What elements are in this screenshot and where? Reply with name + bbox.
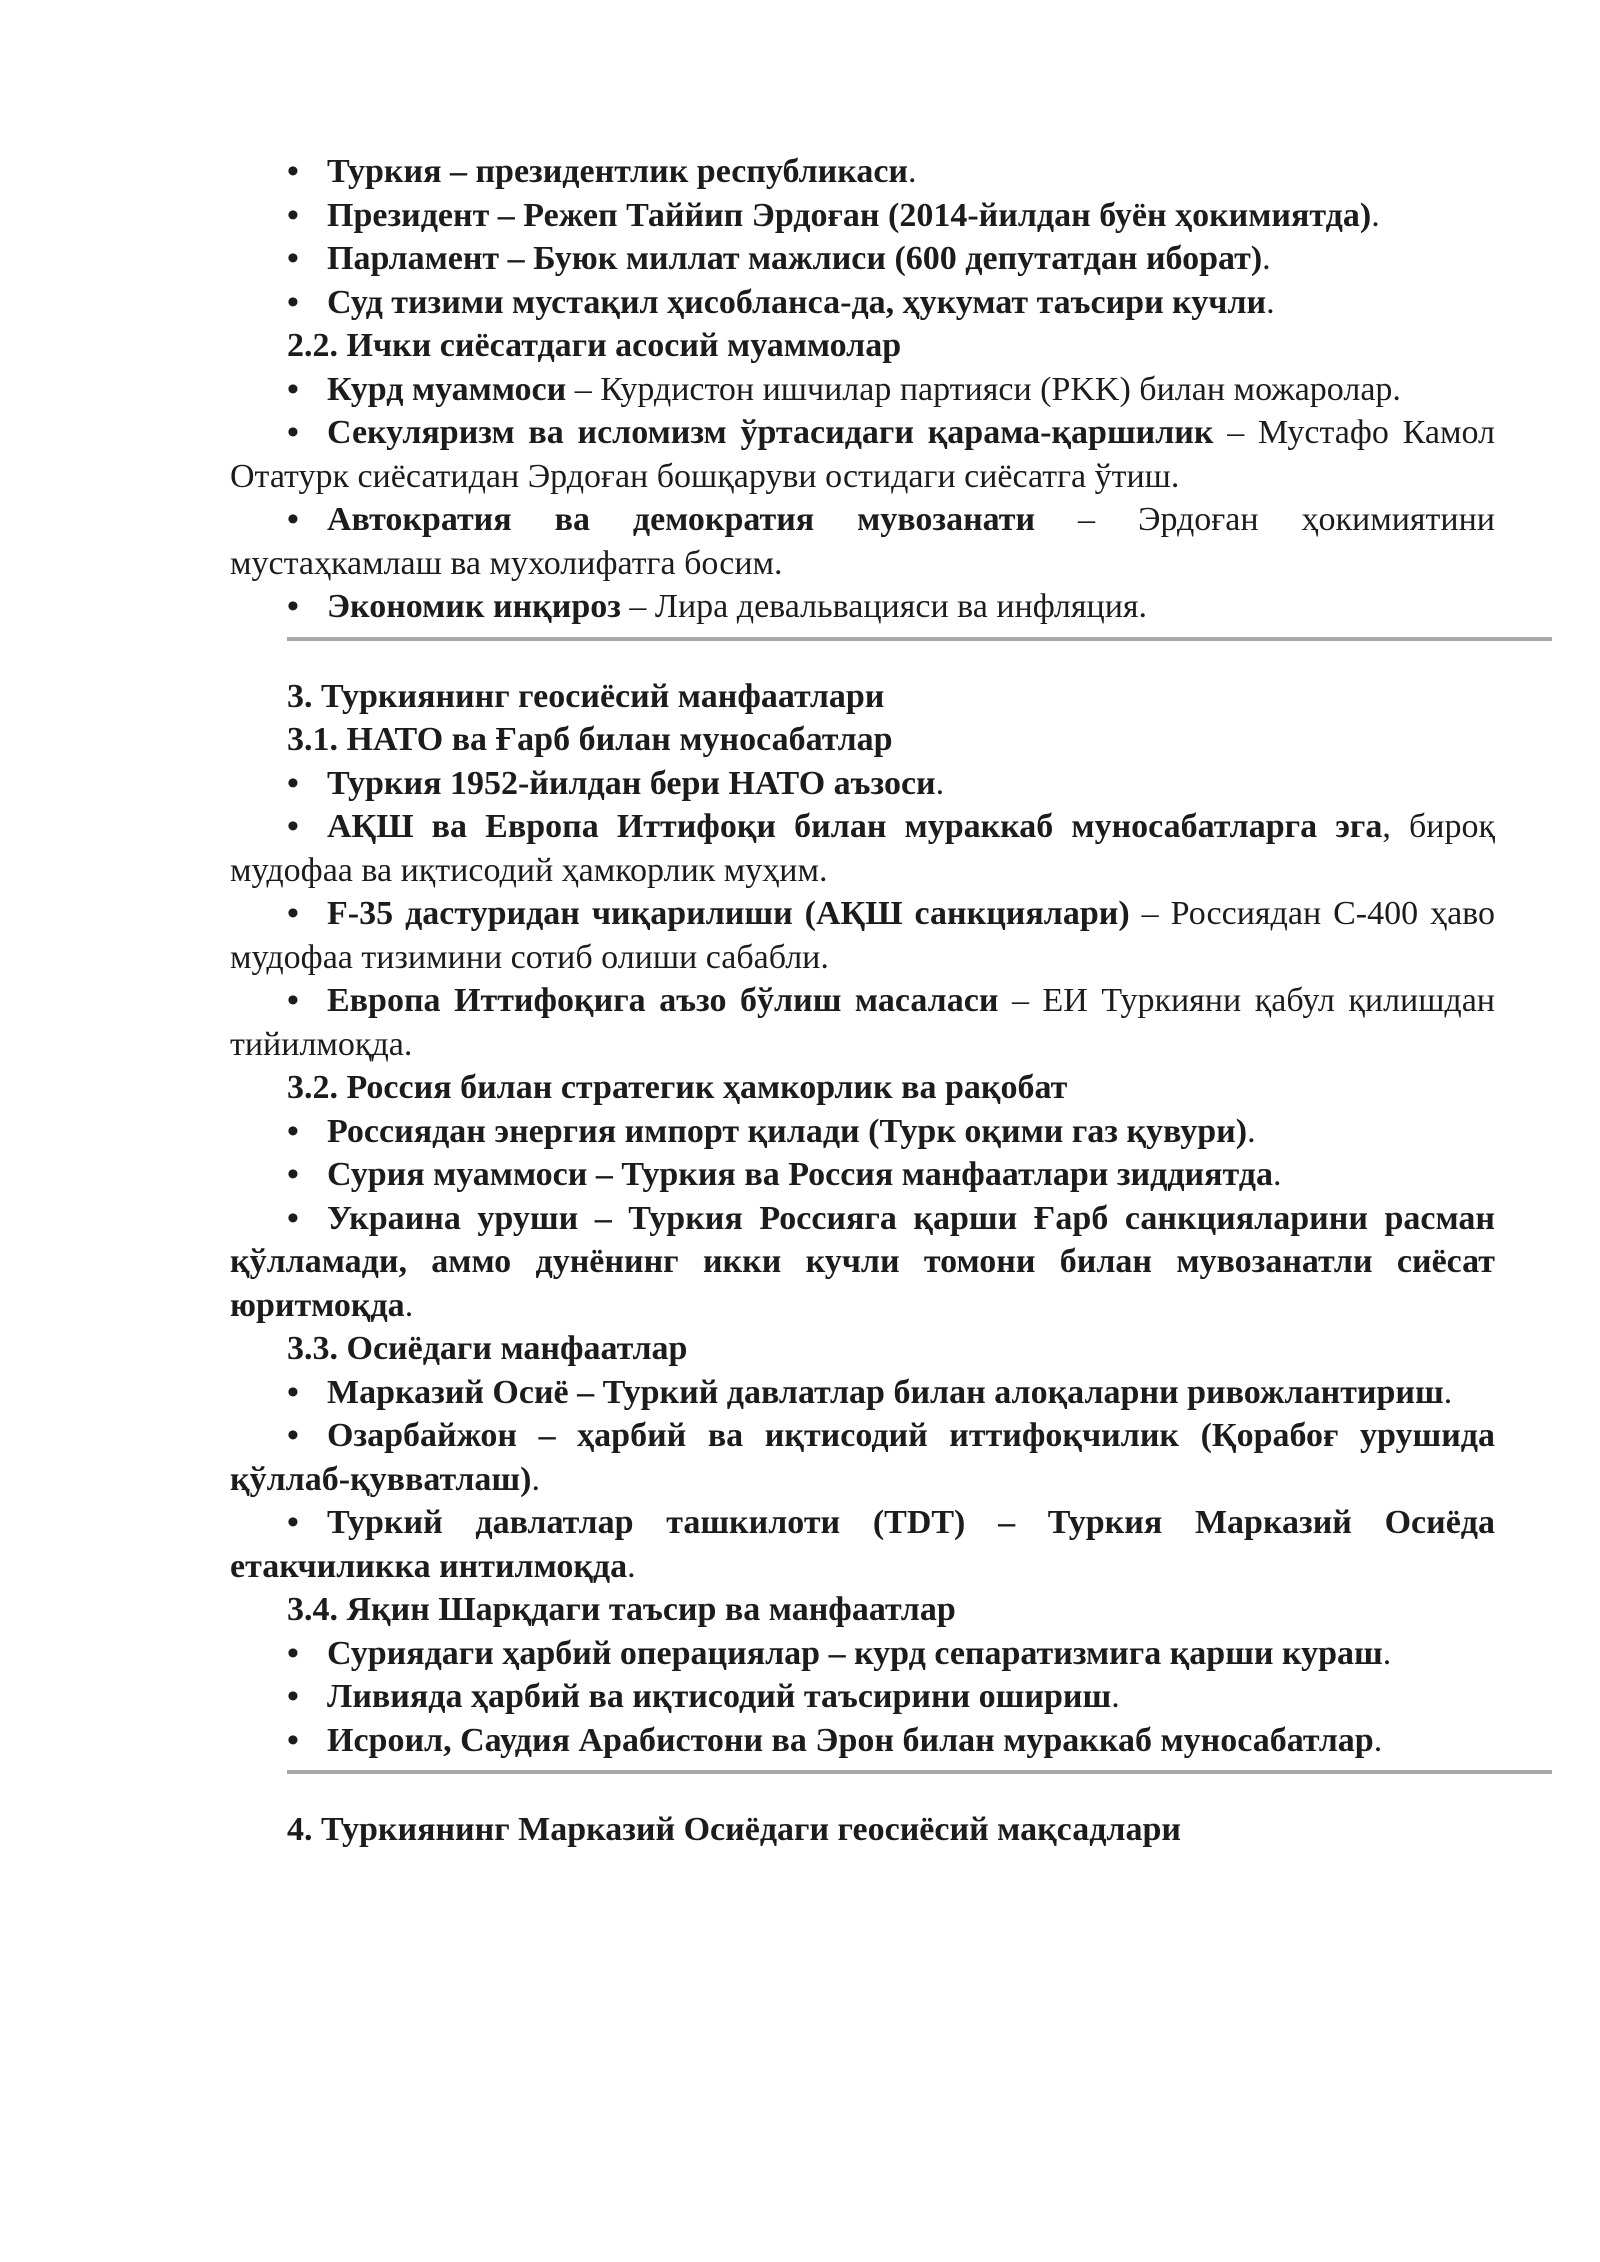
bullet-item	[230, 585, 1495, 629]
bullet-dot-icon: •	[287, 982, 299, 1019]
bullet-regular-text: .	[908, 153, 917, 190]
bullet-dot-icon: •	[287, 1417, 299, 1454]
bullet-bold-text: Украина уруши – Туркия Россияга қарши Ғарб санкцияларини расман қўлламади, аммо дунёнинг икки кучли томони билан мувозанатли сиёсат юритмоқда	[230, 1199, 1495, 1324]
bullet-regular-text: – Россиядан С-400 ҳаво мудофаа тизимини сотиб олиши сабабли.	[230, 895, 1495, 976]
bullet-item	[230, 979, 1495, 1066]
bullet-regular-text: .	[1371, 196, 1380, 234]
bullet-item	[230, 892, 1495, 979]
bullet-regular-text: – Мустафо Камол Отатурк сиёсатидан Эрдоған бошқаруви остидаги сиёсатга ўтиш.	[230, 414, 1495, 495]
bullet-dot-icon: •	[287, 1199, 299, 1237]
bullet-item	[230, 1197, 1495, 1328]
bullet-bold-text: Туркия – президентлик республикаси	[327, 153, 909, 190]
bullet-regular-text: .	[1382, 1634, 1392, 1672]
bullet-regular-text: .	[1111, 1678, 1120, 1715]
bullet-item	[230, 1632, 1495, 1676]
bullet-bold-text: Курд муаммоси	[327, 370, 567, 408]
bullet-bold-text: Автократия ва демократия мувозанати	[327, 501, 1036, 538]
bullet-item	[230, 1675, 1495, 1719]
bullet-bold-text: Ливияда ҳарбий ва иқтисодий таъсирини ошириш	[327, 1678, 1112, 1715]
bullet-regular-text: – Курдистон ишчилар партияси (PKK) билан можаролар.	[566, 370, 1401, 408]
bullet-regular-text: .	[1272, 1156, 1282, 1193]
bullet-bold-text: Суд тизими мустақил ҳисобланса-да, ҳукумат таъсири кучли	[327, 283, 1267, 321]
bullet-regular-text: .	[1266, 283, 1275, 321]
bullet-dot-icon: •	[287, 1156, 299, 1193]
bullet-regular-text: .	[627, 1547, 636, 1585]
section-heading: 3.2. Россия билан стратегик ҳамкорлик ва рақобат	[287, 1069, 1068, 1106]
bullet-item	[230, 281, 1495, 325]
bullet-dot-icon: •	[287, 1678, 299, 1715]
section-heading: 3.4. Яқин Шарқдаги таъсир ва манфаатлар	[287, 1591, 956, 1628]
bullet-bold-text: Россиядан энергия импорт қилади (Турк оқими газ қувури)	[327, 1112, 1248, 1150]
section-heading: 2.2. Ички сиёсатдаги асосий муаммолар	[287, 327, 902, 364]
bullet-bold-text: Сурия муаммоси – Туркия ва Россия манфаатлари зиддиятда	[327, 1156, 1273, 1193]
bullet-dot-icon: •	[287, 1634, 299, 1672]
bullet-dot-icon: •	[287, 283, 299, 321]
bullet-bold-text: Озарбайжон – ҳарбий ва иқтисодий иттифоқчилик (Қорабоғ урушида қўллаб-қувватлаш)	[230, 1417, 1495, 1498]
bullet-regular-text: – ЕИ Туркияни қабул қилишдан тийилмоқда.	[230, 982, 1496, 1063]
bullet-bold-text: Европа Иттифоқига аъзо бўлиш масаласи	[327, 982, 999, 1019]
bullet-dot-icon: •	[287, 808, 299, 845]
bullet-item	[230, 150, 1495, 194]
bullet-regular-text: .	[404, 1286, 414, 1324]
bullet-regular-text: .	[935, 764, 945, 802]
bullet-dot-icon: •	[287, 1721, 299, 1759]
bullet-dot-icon: •	[287, 764, 299, 802]
bullet-regular-text: – Лира девальвацияси ва инфляция.	[620, 588, 1148, 625]
bullet-item	[230, 1110, 1495, 1154]
bullet-dot-icon: •	[287, 1112, 299, 1150]
section-gap	[230, 1774, 1495, 1808]
bullet-dot-icon: •	[287, 895, 299, 932]
bullet-bold-text: Парламент – Буюк миллат мажлиси (600 депутатдан иборат)	[327, 240, 1263, 277]
bullet-item	[230, 1501, 1495, 1588]
bullet-bold-text: Экономик инқироз	[327, 588, 621, 625]
bullet-regular-text: – Эрдоған ҳокимиятини мустаҳкамлаш ва мухолифатга босим.	[230, 501, 1495, 582]
bullet-regular-text: .	[1247, 1112, 1256, 1150]
bullet-dot-icon: •	[287, 501, 299, 538]
bullet-regular-text: .	[1443, 1373, 1453, 1411]
section-heading: 3. Туркиянинг геосиёсий манфаатлари	[287, 677, 885, 715]
bullet-item	[230, 1153, 1495, 1197]
bullet-bold-text: АҚШ ва Европа Иттифоқи билан мураккаб муносабатларга эга	[327, 808, 1383, 845]
bullet-dot-icon: •	[287, 196, 299, 234]
bullet-dot-icon: •	[287, 153, 299, 190]
bullet-item	[230, 1414, 1495, 1501]
bullet-item	[230, 1719, 1495, 1763]
bullet-dot-icon: •	[287, 414, 299, 451]
bullet-item	[230, 368, 1495, 412]
section-heading: 4. Туркиянинг Марказий Осиёдаги геосиёсий мақсадлари	[287, 1811, 1181, 1848]
bullet-dot-icon: •	[287, 588, 299, 625]
bullet-regular-text: .	[531, 1460, 540, 1498]
bullet-dot-icon: •	[287, 1504, 299, 1541]
bullet-regular-text: .	[1262, 240, 1271, 277]
bullet-bold-text: Туркия 1952-йилдан бери НАТО аъзоси	[327, 764, 936, 802]
bullet-item	[230, 762, 1495, 806]
bullet-item	[230, 498, 1495, 585]
bullet-bold-text: Исроил, Саудия Арабистони ва Эрон билан мураккаб муносабатлар	[327, 1721, 1374, 1759]
section-heading: 3.3. Осиёдаги манфаатлар	[287, 1330, 688, 1367]
bullet-regular-text: , бироқ мудофаа ва иқтисодий ҳамкорлик муҳим.	[230, 808, 1495, 889]
bullet-item	[230, 237, 1495, 281]
bullet-item	[230, 1371, 1495, 1415]
bullet-item	[230, 411, 1495, 498]
bullet-dot-icon: •	[287, 240, 299, 277]
bullet-bold-text: Суриядаги ҳарбий операциялар – курд сепаратизмига қарши кураш	[327, 1634, 1383, 1672]
document-page	[230, 150, 1495, 1852]
bullet-item	[230, 194, 1495, 238]
bullet-bold-text: Туркий давлатлар ташкилоти (TDT) – Туркия Марказий Осиёда етакчиликка интилмоқда	[230, 1504, 1495, 1585]
bullet-bold-text: Президент – Режеп Таййип Эрдоған (2014-йилдан буён ҳокимиятда)	[327, 196, 1372, 234]
bullet-item	[230, 805, 1495, 892]
bullet-bold-text: Секуляризм ва исломизм ўртасидаги қарама-қаршилик	[327, 414, 1214, 451]
bullet-dot-icon: •	[287, 1373, 299, 1411]
section-heading: 3.1. НАТО ва Ғарб билан муносабатлар	[287, 721, 893, 758]
bullet-bold-text: F-35 дастуридан чиқарилиши (АҚШ санкциялари)	[327, 895, 1130, 932]
bullet-regular-text: .	[1373, 1721, 1383, 1759]
section-gap	[230, 641, 1495, 675]
bullet-bold-text: Марказий Осиё – Туркий давлатлар билан алоқаларни ривожлантириш	[327, 1373, 1444, 1411]
bullet-dot-icon: •	[287, 370, 299, 408]
